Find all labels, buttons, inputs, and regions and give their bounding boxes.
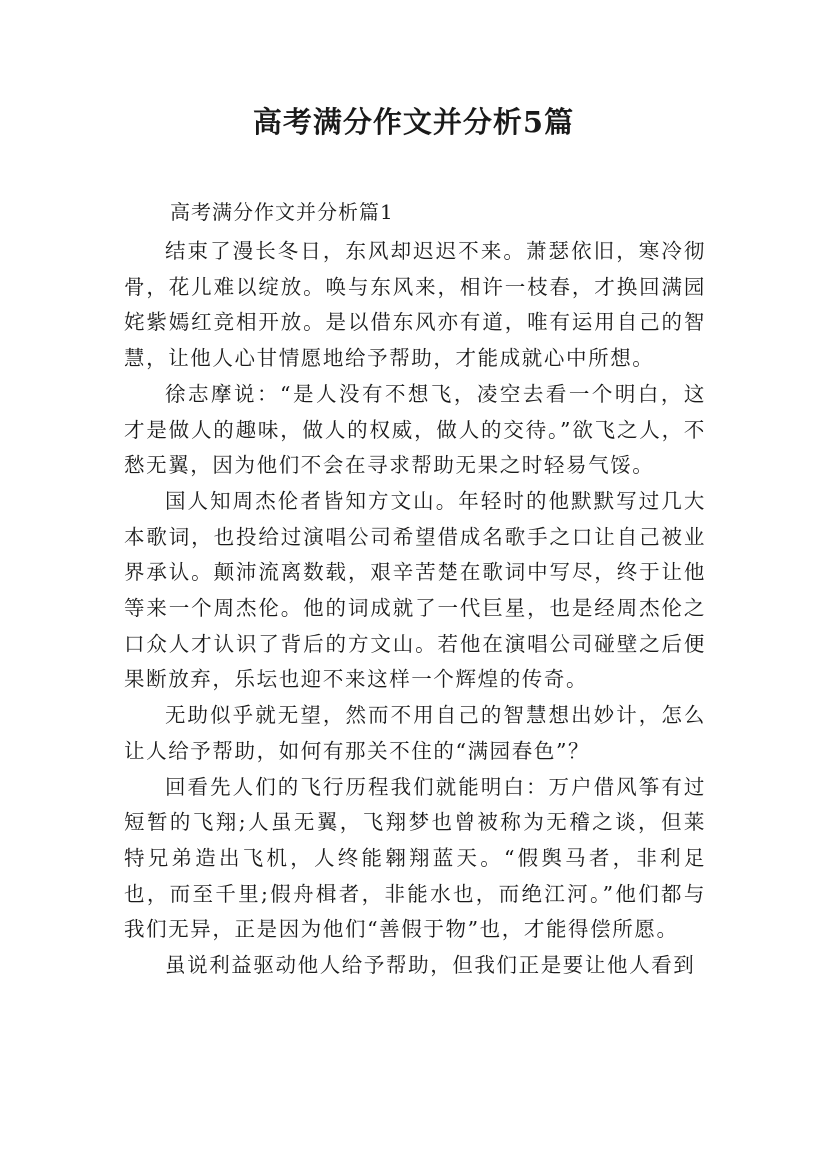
paragraph-5: 回看先人们的飞行历程我们就能明白：万户借风筝有过短暂的飞翔;人虽无翼，飞翔梦也曾被称为无稽之谈，但莱特兄弟造出飞机，人终能翱翔蓝天。“假舆马者，非利足也，而至千里;假舟楫者，非能水也，而绝江河。”他们都与我们无异，正是因为他们“善假于物”也，才能得偿所愿。: [124, 774, 706, 942]
paragraph-2: 徐志摩说：“是人没有不想飞，凌空去看一个明白，这才是做人的趣味，做人的权威，做人的交待。”欲飞之人，不愁无翼，因为他们不会在寻求帮助无果之时轻易气馁。: [124, 381, 706, 478]
paragraph-1: 结束了漫长冬日，东风却迟迟不来。萧瑟依旧，寒冷彻骨，花儿难以绽放。唤与东风来，相许一枝春，才换回满园姹紫嫣红竞相开放。是以借东风亦有道，唯有运用自己的智慧，让他人心甘情愿地给予帮助，才能成就心中所想。: [124, 239, 706, 371]
document-body: [124, 234, 706, 984]
paragraph-4: 无助似乎就无望，然而不用自己的智慧想出妙计，怎么让人给予帮助，如何有那关不住的“满园春色”？: [124, 703, 706, 763]
section-heading: 高考满分作文并分析篇1: [170, 200, 394, 224]
paragraph-6: 虽说利益驱动他人给予帮助，但我们正是要让他人看到: [165, 953, 696, 978]
paragraph-3: 国人知周杰伦者皆知方文山。年轻时的他默默写过几大本歌词，也投给过演唱公司希望借成名歌手之口让自己被业界承认。颠沛流离数载，艰辛苦楚在歌词中写尽，终于让他等来一个周杰伦。他的词成就了一代巨星，也是经周杰伦之口众人才认识了背后的方文山。若他在演唱公司碰壁之后便果断放弃，乐坛也迎不来这样一个辉煌的传奇。: [124, 488, 706, 692]
document-title: 高考满分作文并分析5篇: [252, 105, 575, 139]
